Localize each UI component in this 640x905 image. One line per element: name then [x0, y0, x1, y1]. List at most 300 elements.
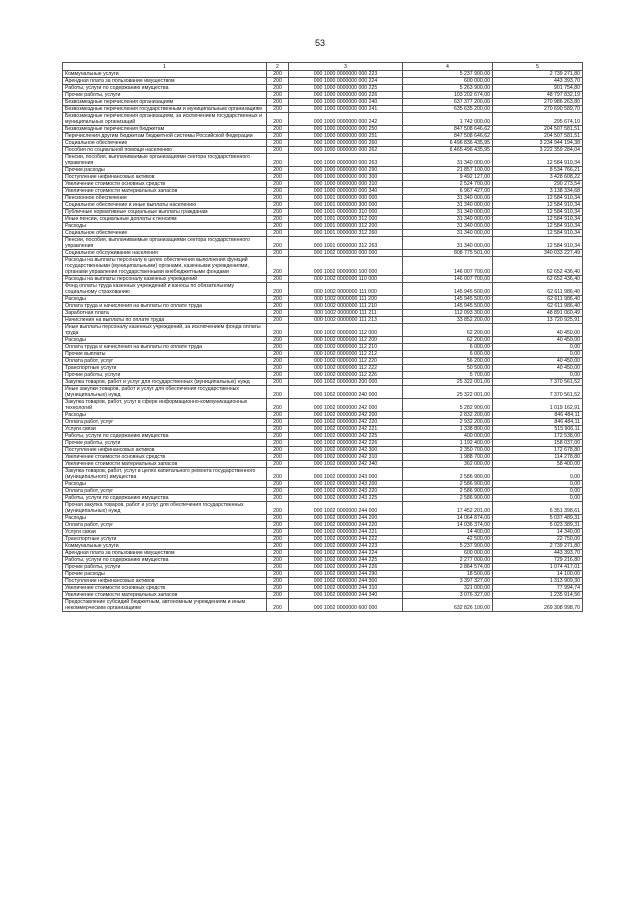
admin-code: 200	[267, 426, 289, 433]
admin-code: 200	[267, 85, 289, 92]
admin-code: 200	[267, 419, 289, 426]
executed-amount: 204 507 581,51	[493, 126, 583, 133]
budget-code: 000 1001 0000000 312 000	[289, 216, 403, 223]
table-row	[63, 181, 583, 188]
row-name: Начисления на выплаты по оплате труда	[63, 317, 267, 324]
approved-amount: 146 007 700,00	[403, 257, 493, 276]
row-name: Иные закупки товаров, работ и услуг для обеспечения государственных (муниципальных) нужд	[63, 386, 267, 399]
executed-amount: 1 074 417,01	[493, 564, 583, 571]
approved-amount: 146 007 700,00	[403, 276, 493, 283]
row-name: Арендная плата за пользование имуществом	[63, 78, 267, 85]
approved-amount: 5 237 900,00	[403, 543, 493, 550]
admin-code: 200	[267, 412, 289, 419]
table-row	[63, 276, 583, 283]
budget-code: 000 1002 0000000 242 220	[289, 419, 403, 426]
budget-code: 000 1002 0000000 243 225	[289, 495, 403, 502]
approved-amount: 31 340 000,00	[403, 195, 493, 202]
row-name: Оплата работ, услуг	[63, 419, 267, 426]
table-row	[63, 78, 583, 85]
row-name: Прочие работы, услуги	[63, 440, 267, 447]
approved-amount: 145 945 500,00	[403, 303, 493, 310]
table-row	[63, 140, 583, 147]
budget-code: 000 1002 0000000 000 000	[289, 250, 403, 257]
admin-code: 200	[267, 481, 289, 488]
approved-amount: 5 237 900,00	[403, 71, 493, 78]
approved-amount: 25 322 001,00	[403, 379, 493, 386]
budget-code: 000 1001 0000000 312 200	[289, 223, 403, 230]
executed-amount: 62 611 986,40	[493, 283, 583, 296]
row-name: Перечисления другим бюджетам бюджетной системы Российской Федерации	[63, 133, 267, 140]
admin-code: 200	[267, 433, 289, 440]
budget-code: 000 1002 0000000 242 200	[289, 412, 403, 419]
row-name: Безвозмездные перечисления организациям, за исключением государственных и муниципальных организаций	[63, 113, 267, 126]
executed-amount: 729 216,80	[493, 557, 583, 564]
budget-code: 000 1002 0000000 112 000	[289, 324, 403, 337]
budget-code: 000 1002 0000000 244 224	[289, 550, 403, 557]
approved-amount: 42 500,00	[403, 536, 493, 543]
table-row	[63, 154, 583, 167]
table-row	[63, 167, 583, 174]
executed-amount: 6 351 398,61	[493, 502, 583, 515]
table-row	[63, 85, 583, 92]
table-row	[63, 522, 583, 529]
executed-amount: 62 611 986,40	[493, 296, 583, 303]
budget-code: 000 1002 0000000 112 226	[289, 372, 403, 379]
admin-code: 200	[267, 154, 289, 167]
table-row	[63, 447, 583, 454]
table-row	[63, 461, 583, 468]
budget-code: 000 1002 0000000 244 225	[289, 557, 403, 564]
admin-code: 200	[267, 195, 289, 202]
approved-amount: 14 036 374,00	[403, 522, 493, 529]
approved-amount: 6 000,00	[403, 344, 493, 351]
row-name: Услуги связи	[63, 529, 267, 536]
row-name: Расходы	[63, 412, 267, 419]
approved-amount: 17 452 201,00	[403, 502, 493, 515]
budget-code: 000 1002 0000000 244 221	[289, 529, 403, 536]
budget-code: 000 1002 0000000 112 220	[289, 358, 403, 365]
row-name: Закупка товаров, работ и услуг для государственных (муниципальных) нужд	[63, 379, 267, 386]
budget-code: 000 1000 0000000 000 262	[289, 147, 403, 154]
table-row	[63, 440, 583, 447]
executed-amount: 40 450,00	[493, 337, 583, 344]
executed-amount: 5 037 489,31	[493, 515, 583, 522]
budget-code: 000 1000 0000000 000 226	[289, 92, 403, 99]
approved-amount: 50 500,00	[403, 365, 493, 372]
budget-code: 000 1002 0000000 600 000	[289, 599, 403, 612]
row-name: Работы, услуги по содержанию имущества	[63, 85, 267, 92]
executed-amount: 12 584 910,34	[493, 223, 583, 230]
row-name: Социальное обеспечение	[63, 230, 267, 237]
table-row	[63, 550, 583, 557]
executed-amount: 172 678,80	[493, 447, 583, 454]
approved-amount: 31 340 000,00	[403, 237, 493, 250]
row-name: Расходы	[63, 223, 267, 230]
table-row	[63, 515, 583, 522]
table-row	[63, 113, 583, 126]
table-row	[63, 230, 583, 237]
executed-amount: 0,00	[493, 488, 583, 495]
executed-amount: 40 450,00	[493, 324, 583, 337]
admin-code: 200	[267, 216, 289, 223]
approved-amount: 2 832 200,00	[403, 412, 493, 419]
budget-code: 000 1000 0000000 000 242	[289, 113, 403, 126]
budget-code: 000 1002 0000000 244 222	[289, 536, 403, 543]
approved-amount: 847 508 646,62	[403, 126, 493, 133]
row-name: Безвозмездные перечисления государственным и муниципальным организациям	[63, 106, 267, 113]
admin-code: 200	[267, 454, 289, 461]
approved-amount: 5 263 900,00	[403, 85, 493, 92]
budget-code: 000 1002 0000000 200 000	[289, 379, 403, 386]
budget-code: 000 1002 0000000 240 000	[289, 386, 403, 399]
admin-code: 200	[267, 564, 289, 571]
approved-amount: 635 635 200,00	[403, 106, 493, 113]
row-name: Расходы	[63, 515, 267, 522]
executed-amount: 12 584 910,34	[493, 195, 583, 202]
budget-code: 000 1002 0000000 111 213	[289, 317, 403, 324]
admin-code: 200	[267, 592, 289, 599]
table-row	[63, 257, 583, 276]
admin-code: 200	[267, 188, 289, 195]
table-row	[63, 174, 583, 181]
approved-amount: 2 586 900,00	[403, 481, 493, 488]
budget-code: 000 1002 0000000 111 211	[289, 310, 403, 317]
row-name: Расходы на выплаты персоналу в целях обеспечения выполнения функций государственными (муниципальными) органами, казенными учреждениями, органами управления государственными внебюджетными фондами	[63, 257, 267, 276]
row-name: Прочие работы, услуги	[63, 372, 267, 379]
approved-amount: 1 338 800,00	[403, 426, 493, 433]
approved-amount: 808 775 501,00	[403, 250, 493, 257]
executed-amount: 1 235 914,56	[493, 592, 583, 599]
budget-code: 000 1002 0000000 242 225	[289, 433, 403, 440]
executed-amount: 270 986 263,80	[493, 99, 583, 106]
admin-code: 200	[267, 140, 289, 147]
executed-amount: 12 584 910,34	[493, 202, 583, 209]
admin-code: 200	[267, 71, 289, 78]
budget-code: 000 1001 0000000 312 260	[289, 230, 403, 237]
executed-amount: 0,00	[493, 372, 583, 379]
admin-code: 200	[267, 324, 289, 337]
executed-amount: 172 538,00	[493, 433, 583, 440]
table-row	[63, 209, 583, 216]
approved-amount: 1 192 400,00	[403, 440, 493, 447]
row-name: Увеличение стоимости материальных запасов	[63, 188, 267, 195]
table-row	[63, 310, 583, 317]
budget-code: 000 1002 0000000 244 220	[289, 522, 403, 529]
row-name: Поступление нефинансовых активов	[63, 447, 267, 454]
header-row	[63, 63, 583, 71]
approved-amount: 321 000,00	[403, 585, 493, 592]
table-row	[63, 216, 583, 223]
budget-code: 000 1002 0000000 244 000	[289, 502, 403, 515]
table-row	[63, 303, 583, 310]
approved-amount: 31 340 000,00	[403, 223, 493, 230]
table-row	[63, 433, 583, 440]
budget-code: 000 1000 0000000 000 260	[289, 140, 403, 147]
budget-code: 000 1002 0000000 242 226	[289, 440, 403, 447]
table-row	[63, 529, 583, 536]
admin-code: 200	[267, 488, 289, 495]
admin-code: 200	[267, 522, 289, 529]
row-name: Социальное обеспечение и иные выплаты населению	[63, 202, 267, 209]
approved-amount: 2 586 900,00	[403, 488, 493, 495]
row-name: Арендная плата за пользование имуществом	[63, 550, 267, 557]
table-row	[63, 379, 583, 386]
admin-code: 200	[267, 379, 289, 386]
approved-amount: 18 500,00	[403, 571, 493, 578]
approved-amount: 31 340 000,00	[403, 209, 493, 216]
table-row	[63, 468, 583, 481]
row-name: Безвозмездные перечисления организациям	[63, 99, 267, 106]
row-name: Заработная плата	[63, 310, 267, 317]
row-name: Фонд оплаты труда казенных учреждений и взносы по обязательному социальному страхованию	[63, 283, 267, 296]
executed-amount: 340 033 227,49	[493, 250, 583, 257]
approved-amount: 56 200,00	[403, 358, 493, 365]
row-name: Транспортные услуги	[63, 536, 267, 543]
table-row	[63, 557, 583, 564]
budget-code: 000 1001 0000000 312 263	[289, 237, 403, 250]
table-row	[63, 495, 583, 502]
admin-code: 200	[267, 276, 289, 283]
admin-code: 200	[267, 230, 289, 237]
admin-code: 200	[267, 202, 289, 209]
executed-amount: 295 674,10	[493, 113, 583, 126]
table-row	[63, 585, 583, 592]
row-name: Работы, услуги по содержанию имущества	[63, 495, 267, 502]
executed-amount: 158 037,00	[493, 440, 583, 447]
table-row	[63, 188, 583, 195]
row-name: Прочие расходы	[63, 167, 267, 174]
row-name: Оплата работ, услуг	[63, 358, 267, 365]
executed-amount: 846 484,11	[493, 419, 583, 426]
header-col-1: 1	[63, 63, 267, 71]
approved-amount: 6 465 496 435,95	[403, 147, 493, 154]
executed-amount: 270 690 589,70	[493, 106, 583, 113]
row-name: Пенсии, пособия, выплачиваемые организациями сектора государственного управления	[63, 237, 267, 250]
admin-code: 200	[267, 344, 289, 351]
budget-code: 000 1000 0000000 000 250	[289, 126, 403, 133]
approved-amount: 31 340 000,00	[403, 202, 493, 209]
row-name: Работы, услуги по содержанию имущества	[63, 557, 267, 564]
row-name: Иные пенсии, социальные доплаты к пенсиям	[63, 216, 267, 223]
admin-code: 200	[267, 181, 289, 188]
row-name: Иные выплаты персоналу казенных учреждений, за исключением фонда оплаты труда	[63, 324, 267, 337]
executed-amount: 2 739 271,80	[493, 71, 583, 78]
row-name: Работы, услуги по содержанию имущества	[63, 433, 267, 440]
executed-amount: 14 100,00	[493, 571, 583, 578]
budget-code: 000 1002 0000000 110 000	[289, 276, 403, 283]
admin-code: 200	[267, 440, 289, 447]
budget-code: 000 1002 0000000 244 310	[289, 585, 403, 592]
table-row	[63, 133, 583, 140]
row-name: Прочие выплаты	[63, 351, 267, 358]
table-row	[63, 426, 583, 433]
executed-amount: 1 313 909,30	[493, 578, 583, 585]
budget-code: 000 1000 0000000 000 240	[289, 99, 403, 106]
executed-amount: 443 393,70	[493, 550, 583, 557]
admin-code: 200	[267, 78, 289, 85]
table-row	[63, 571, 583, 578]
budget-code: 000 1000 0000000 000 224	[289, 78, 403, 85]
executed-amount: 62 611 986,40	[493, 303, 583, 310]
budget-code: 000 1002 0000000 242 340	[289, 461, 403, 468]
executed-amount: 12 584 910,34	[493, 237, 583, 250]
header-col-2: 2	[267, 63, 289, 71]
row-name: Услуги связи	[63, 426, 267, 433]
admin-code: 200	[267, 399, 289, 412]
row-name: Оплата работ, услуг	[63, 522, 267, 529]
admin-code: 200	[267, 550, 289, 557]
executed-amount: 2 739 271,80	[493, 543, 583, 550]
table-row	[63, 317, 583, 324]
budget-code: 000 1002 0000000 111 210	[289, 303, 403, 310]
row-name: Поступление нефинансовых активов	[63, 174, 267, 181]
executed-amount: 0,00	[493, 495, 583, 502]
executed-amount: 48 797 832,19	[493, 92, 583, 99]
admin-code: 200	[267, 495, 289, 502]
admin-code: 200	[267, 571, 289, 578]
table-row	[63, 283, 583, 296]
admin-code: 200	[267, 283, 289, 296]
executed-amount: 48 891 060,49	[493, 310, 583, 317]
approved-amount: 5 700,00	[403, 372, 493, 379]
approved-amount: 14 400,00	[403, 529, 493, 536]
row-name: Коммунальные услуги	[63, 71, 267, 78]
executed-amount: 1 019 162,91	[493, 399, 583, 412]
executed-amount: 12 584 910,34	[493, 154, 583, 167]
admin-code: 200	[267, 543, 289, 550]
budget-code: 000 1001 0000000 000 000	[289, 195, 403, 202]
executed-amount: 0,00	[493, 481, 583, 488]
row-name: Пособия по социальной помощи населению	[63, 147, 267, 154]
table-row	[63, 296, 583, 303]
executed-amount: 12 584 910,34	[493, 216, 583, 223]
executed-amount: 515 906,11	[493, 426, 583, 433]
executed-amount: 77 994,74	[493, 585, 583, 592]
row-name: Оплата труда и начисления на выплаты по оплате труда	[63, 303, 267, 310]
budget-code: 000 1002 0000000 111 200	[289, 296, 403, 303]
row-name: Социальное обеспечение	[63, 140, 267, 147]
executed-amount: 58 400,00	[493, 461, 583, 468]
table-row	[63, 372, 583, 379]
approved-amount: 25 322 001,00	[403, 386, 493, 399]
admin-code: 200	[267, 351, 289, 358]
admin-code: 200	[267, 257, 289, 276]
table-row	[63, 237, 583, 250]
row-name: Расходы	[63, 296, 267, 303]
approved-amount: 62 200,00	[403, 324, 493, 337]
budget-code: 000 1002 0000000 243 000	[289, 468, 403, 481]
executed-amount: 62 652 436,40	[493, 257, 583, 276]
budget-code: 000 1002 0000000 100 000	[289, 257, 403, 276]
budget-code: 000 1001 0000000 310 000	[289, 209, 403, 216]
executed-amount: 12 584 910,34	[493, 209, 583, 216]
table-row	[63, 358, 583, 365]
approved-amount: 6 000,00	[403, 351, 493, 358]
table-row	[63, 502, 583, 515]
table-row	[63, 202, 583, 209]
admin-code: 200	[267, 447, 289, 454]
approved-amount: 31 340 000,00	[403, 154, 493, 167]
admin-code: 200	[267, 174, 289, 181]
table-row	[63, 481, 583, 488]
approved-amount: 145 945 500,00	[403, 283, 493, 296]
row-name: Публичные нормативные социальные выплаты гражданам	[63, 209, 267, 216]
executed-amount: 3 222 359 284,04	[493, 147, 583, 154]
approved-amount: 5 282 900,00	[403, 399, 493, 412]
row-name: Поступление нефинансовых активов	[63, 578, 267, 585]
approved-amount: 31 340 000,00	[403, 216, 493, 223]
table-row	[63, 543, 583, 550]
row-name: Увеличение стоимости основных средств	[63, 454, 267, 461]
table-row	[63, 351, 583, 358]
budget-code: 000 1002 0000000 112 210	[289, 344, 403, 351]
executed-amount: 12 584 910,34	[493, 230, 583, 237]
approved-amount: 2 277 000,00	[403, 557, 493, 564]
approved-amount: 600 000,00	[403, 550, 493, 557]
row-name: Коммунальные услуги	[63, 543, 267, 550]
admin-code: 200	[267, 113, 289, 126]
budget-code: 000 1002 0000000 244 340	[289, 592, 403, 599]
table-row	[63, 454, 583, 461]
page-number: 53	[314, 38, 325, 48]
row-name: Закупка товаров, работ, услуг в сфере информационно-коммуникационных технологий	[63, 399, 267, 412]
admin-code: 200	[267, 106, 289, 113]
admin-code: 200	[267, 250, 289, 257]
row-name: Прочие работы, услуги	[63, 564, 267, 571]
budget-code: 000 1002 0000000 242 000	[289, 399, 403, 412]
approved-amount: 62 200,00	[403, 337, 493, 344]
header-col-3: 3	[289, 63, 403, 71]
row-name: Увеличение стоимости материальных запасов	[63, 461, 267, 468]
executed-amount: 901 754,80	[493, 85, 583, 92]
executed-amount: 13 720 925,91	[493, 317, 583, 324]
table-row	[63, 488, 583, 495]
admin-code: 200	[267, 358, 289, 365]
budget-code: 000 1000 0000000 000 225	[289, 85, 403, 92]
approved-amount: 1 742 000,00	[403, 113, 493, 126]
admin-code: 200	[267, 317, 289, 324]
row-name: Прочие работы, услуги	[63, 92, 267, 99]
executed-amount: 290 273,54	[493, 181, 583, 188]
admin-code: 200	[267, 461, 289, 468]
admin-code: 200	[267, 99, 289, 106]
approved-amount: 362 000,00	[403, 461, 493, 468]
header-col-5: 5	[493, 63, 583, 71]
budget-code: 000 1000 0000000 000 310	[289, 181, 403, 188]
budget-code: 000 1002 0000000 242 300	[289, 447, 403, 454]
budget-code: 000 1000 0000000 000 340	[289, 188, 403, 195]
row-name: Увеличение стоимости материальных запасов	[63, 592, 267, 599]
approved-amount: 2 586 900,00	[403, 495, 493, 502]
admin-code: 200	[267, 223, 289, 230]
table-row	[63, 578, 583, 585]
approved-amount: 2 524 700,00	[403, 181, 493, 188]
admin-code: 200	[267, 310, 289, 317]
budget-code: 000 1002 0000000 244 300	[289, 578, 403, 585]
admin-code: 200	[267, 468, 289, 481]
approved-amount: 145 945 500,00	[403, 296, 493, 303]
executed-amount: 7 370 561,52	[493, 379, 583, 386]
approved-amount: 6 967 427,00	[403, 188, 493, 195]
budget-code: 000 1002 0000000 112 212	[289, 351, 403, 358]
row-name: Социальное обслуживание населения	[63, 250, 267, 257]
approved-amount: 600 000,00	[403, 78, 493, 85]
approved-amount: 847 508 646,62	[403, 133, 493, 140]
admin-code: 200	[267, 92, 289, 99]
budget-code: 000 1000 0000000 000 223	[289, 71, 403, 78]
approved-amount: 112 093 300,00	[403, 310, 493, 317]
budget-code: 000 1000 0000000 000 290	[289, 167, 403, 174]
